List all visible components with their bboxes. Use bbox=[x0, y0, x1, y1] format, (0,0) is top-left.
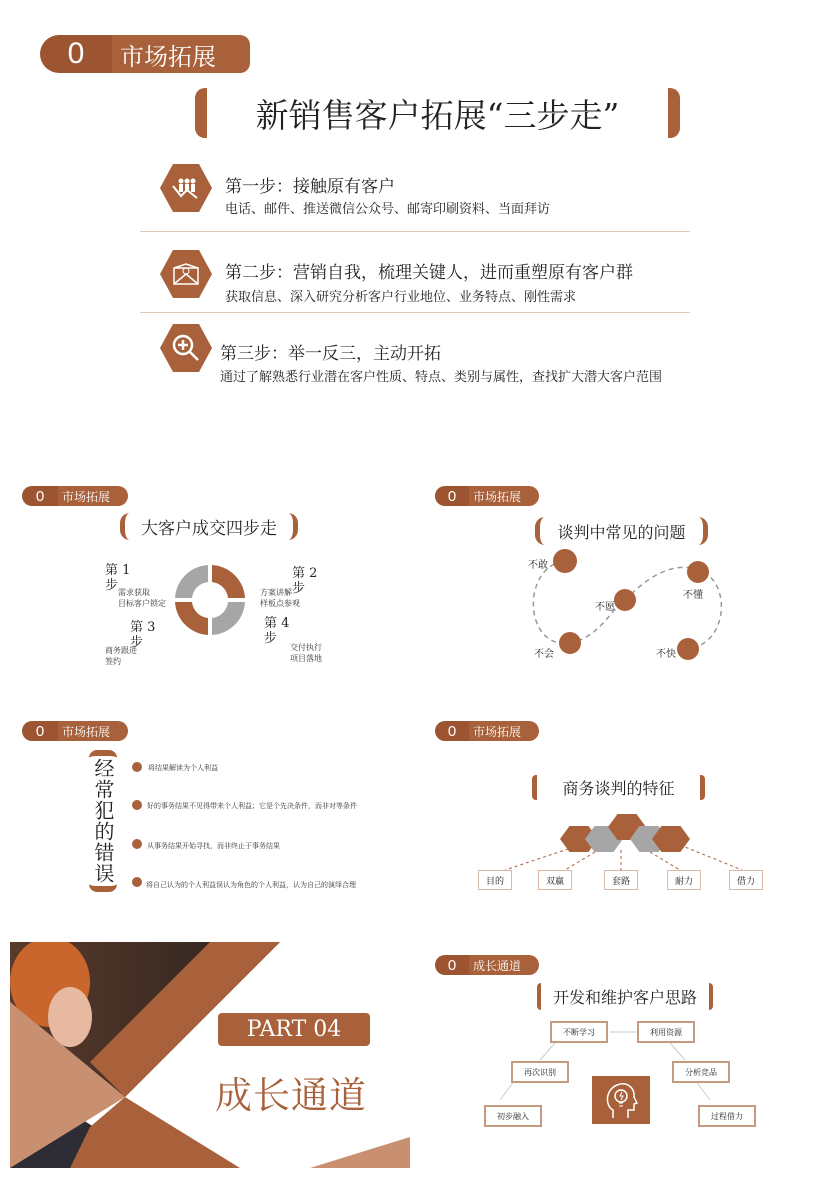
badge-label: 市场拓展 bbox=[469, 721, 539, 741]
problem-label: 不会 bbox=[534, 649, 554, 660]
problem-dot bbox=[559, 632, 581, 654]
badge-number: 0 bbox=[22, 486, 58, 506]
step-desc-line: 商务跟进 bbox=[105, 646, 137, 655]
badge-label: 市场拓展 bbox=[469, 486, 539, 506]
section-cover-slide bbox=[10, 942, 410, 1168]
problem-label: 不愿 bbox=[595, 602, 615, 613]
head-lightbulb-icon bbox=[592, 1076, 650, 1124]
team-growth-icon bbox=[160, 164, 212, 212]
flow-node: 初步融入 bbox=[484, 1105, 542, 1127]
step-2-desc: 获取信息、深入研究分析客户行业地位、业务特点、刚性需求 bbox=[225, 290, 577, 305]
part-badge: PART 04 bbox=[218, 1013, 370, 1046]
section-badge bbox=[435, 955, 539, 975]
slide-title-text: 新销售客户拓展“三步走” bbox=[255, 95, 620, 135]
badge-number: 0 bbox=[435, 486, 469, 506]
mistake-item: 好的事务结果不见得带来个人利益；它是个先决条件，而非对等条件 bbox=[147, 802, 357, 810]
vertical-title-text: 经常犯的错误 bbox=[91, 758, 115, 884]
section-badge bbox=[435, 721, 539, 741]
step-desc-line: 方案讲解 bbox=[260, 588, 292, 597]
zoom-in-icon bbox=[160, 324, 212, 372]
step-desc-line: 签约 bbox=[105, 657, 121, 666]
step-1-label: 第 1 步 bbox=[105, 563, 131, 593]
problem-label: 不快 bbox=[656, 649, 676, 660]
feature-label: 套路 bbox=[604, 870, 638, 890]
flow-node: 再次识别 bbox=[511, 1061, 569, 1083]
feature-label: 借力 bbox=[729, 870, 763, 890]
section-badge bbox=[435, 486, 539, 506]
step-desc-line: 需求获取 bbox=[118, 588, 150, 597]
section-badge bbox=[22, 721, 128, 741]
bullet-dot bbox=[132, 839, 142, 849]
divider bbox=[140, 312, 690, 313]
feature-label: 目的 bbox=[478, 870, 512, 890]
step-3-desc bbox=[105, 645, 137, 667]
badge-label: 市场拓展 bbox=[58, 721, 128, 741]
bullet-dot bbox=[132, 877, 142, 887]
step-3-desc: 通过了解熟悉行业潜在客户性质、特点、类别与属性，查找扩大潜大客户范围 bbox=[220, 370, 663, 385]
flow-node: 不断学习 bbox=[550, 1021, 608, 1043]
divider bbox=[140, 231, 690, 232]
mistake-item: 将自己认为的个人利益误认为角色的个人利益，认为自己的演绎合理 bbox=[146, 881, 356, 889]
flow-node: 过程借力 bbox=[698, 1105, 756, 1127]
badge-label: 市场拓展 bbox=[112, 35, 250, 73]
problem-label: 不敢 bbox=[528, 560, 548, 571]
section-badge bbox=[40, 35, 250, 73]
step-4-label: 第 4 步 bbox=[264, 616, 290, 646]
problem-dot bbox=[677, 638, 699, 660]
slide-title-text: 大客户成交四步走 bbox=[141, 519, 277, 539]
badge-number: 0 bbox=[22, 721, 58, 741]
step-desc-line: 项目落地 bbox=[290, 654, 322, 663]
step-desc-line: 交付执行 bbox=[290, 643, 322, 652]
slide-title bbox=[195, 88, 680, 138]
slide-title-text: 谈判中常见的问题 bbox=[557, 522, 686, 542]
step-1-desc: 电话、邮件、推送微信公众号、邮寄印刷资料、当面拜访 bbox=[225, 202, 551, 217]
feature-label: 耐力 bbox=[667, 870, 701, 890]
problem-dot bbox=[687, 561, 709, 583]
slide-title-text: 开发和维护客户思路 bbox=[552, 988, 697, 1007]
badge-number: 0 bbox=[435, 955, 469, 975]
slide-title bbox=[537, 983, 713, 1010]
section-badge bbox=[22, 486, 128, 506]
step-1-title: 第一步：接触原有客户 bbox=[225, 177, 395, 197]
step-desc-line: 样板点参观 bbox=[260, 599, 300, 608]
bullet-dot bbox=[132, 800, 142, 810]
step-1-desc bbox=[118, 587, 166, 609]
section-title: 成长通道 bbox=[215, 1074, 367, 1117]
step-desc-line: 目标客户锁定 bbox=[118, 599, 166, 608]
four-step-ring bbox=[170, 560, 250, 640]
slide-title-text: 商务谈判的特征 bbox=[562, 779, 675, 798]
slide-title bbox=[120, 513, 298, 540]
step-2-label: 第 2 步 bbox=[292, 566, 318, 596]
step-4-desc bbox=[290, 642, 322, 664]
step-3-title: 第三步：举一反三，主动开拓 bbox=[220, 344, 441, 364]
problem-dot bbox=[553, 549, 577, 573]
flow-node: 利用资源 bbox=[637, 1021, 695, 1043]
step-3-label: 第 3 步 bbox=[130, 620, 156, 650]
problem-label: 不懂 bbox=[683, 590, 703, 601]
badge-number: 0 bbox=[435, 721, 469, 741]
problem-dot bbox=[614, 589, 636, 611]
step-2-desc bbox=[260, 587, 300, 609]
step-2-title: 第二步：营销自我，梳理关键人，进而重塑原有客户群 bbox=[225, 263, 633, 283]
mistake-item: 从事务结果开始寻找，而非终止于事务结果 bbox=[147, 842, 280, 850]
bullet-dot bbox=[132, 762, 142, 772]
email-icon bbox=[160, 250, 212, 298]
flow-node: 分析竞品 bbox=[672, 1061, 730, 1083]
slide-title bbox=[532, 775, 705, 800]
feature-label: 双赢 bbox=[538, 870, 572, 890]
vertical-title bbox=[89, 750, 117, 892]
cover-photo-collage bbox=[10, 942, 410, 1168]
badge-label: 成长通道 bbox=[469, 955, 539, 975]
badge-label: 市场拓展 bbox=[58, 486, 128, 506]
mistake-item: 将结果解读为个人利益 bbox=[148, 764, 218, 772]
badge-number: 0 bbox=[40, 35, 112, 73]
slide-title bbox=[535, 517, 708, 545]
